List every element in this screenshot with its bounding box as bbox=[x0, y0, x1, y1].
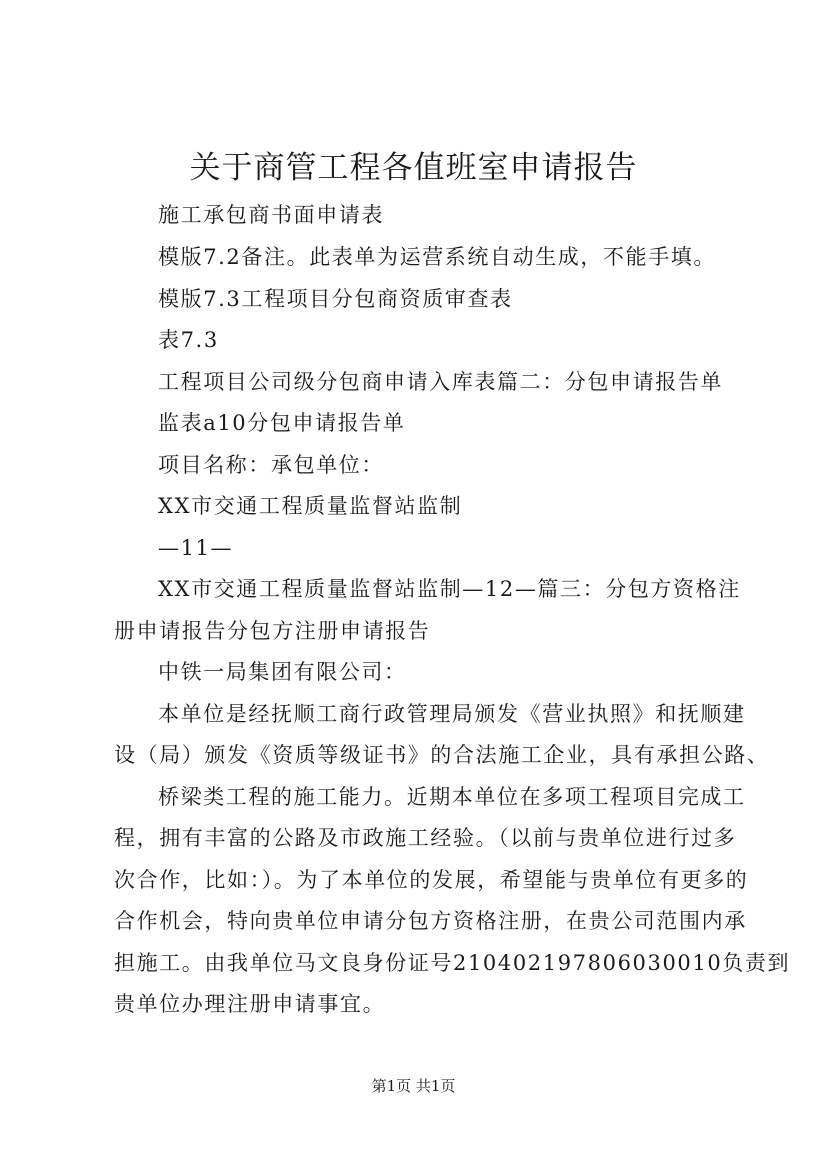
document-title: 关于商管工程各值班室申请报告 bbox=[189, 150, 638, 186]
body-line-18: 合作机会，特向贵单位申请分包方资格注册，在贵公司范围内承 bbox=[114, 909, 747, 933]
body-line-17: 次合作，比如：）。为了本单位的发展，希望能与贵单位有更多的 bbox=[114, 868, 749, 892]
body-line-4: 表7.3 bbox=[158, 328, 219, 352]
body-line-14: 设（局）颁发《资质等级证书》的合法施工企业，具有承担公路、 bbox=[114, 743, 770, 767]
body-line-16: 程，拥有丰富的公路及市政施工经验。（以前与贵单位进行过多 bbox=[114, 826, 737, 850]
body-line-12: 中铁一局集团有限公司： bbox=[158, 660, 407, 684]
body-line-10: XX市交通工程质量监督站监制—12—篇三：分包方资格注 bbox=[158, 577, 741, 601]
body-line-11: 册申请报告分包方注册申请报告 bbox=[114, 619, 431, 643]
body-line-19: 担施工。由我单位马文良身份证号210402197806030010负责到 bbox=[114, 951, 791, 975]
page-footer: 第1页 共1页 bbox=[371, 1077, 456, 1095]
body-line-5: 工程项目公司级分包商申请入库表篇二：分包申请报告单 bbox=[158, 370, 723, 394]
body-line-1: 施工承包商书面申请表 bbox=[158, 203, 384, 227]
body-line-7: 项目名称：承包单位： bbox=[158, 453, 384, 477]
body-line-20: 贵单位办理注册申请事宜。 bbox=[114, 992, 386, 1016]
body-line-15: 桥梁类工程的施工能力。近期本单位在多项工程项目完成工 bbox=[158, 785, 746, 809]
body-line-2: 模版7.2备注。此表单为运营系统自动生成，不能手填。 bbox=[158, 245, 716, 269]
body-line-13: 本单位是经抚顺工商行政管理局颁发《营业执照》和抚顺建 bbox=[158, 702, 746, 726]
body-line-6: 监表a10分包申请报告单 bbox=[158, 411, 406, 435]
body-line-9: —11— bbox=[158, 536, 234, 560]
body-line-8: XX市交通工程质量监督站监制 bbox=[158, 494, 463, 518]
body-line-3: 模版7.3工程项目分包商资质审查表 bbox=[158, 287, 513, 311]
